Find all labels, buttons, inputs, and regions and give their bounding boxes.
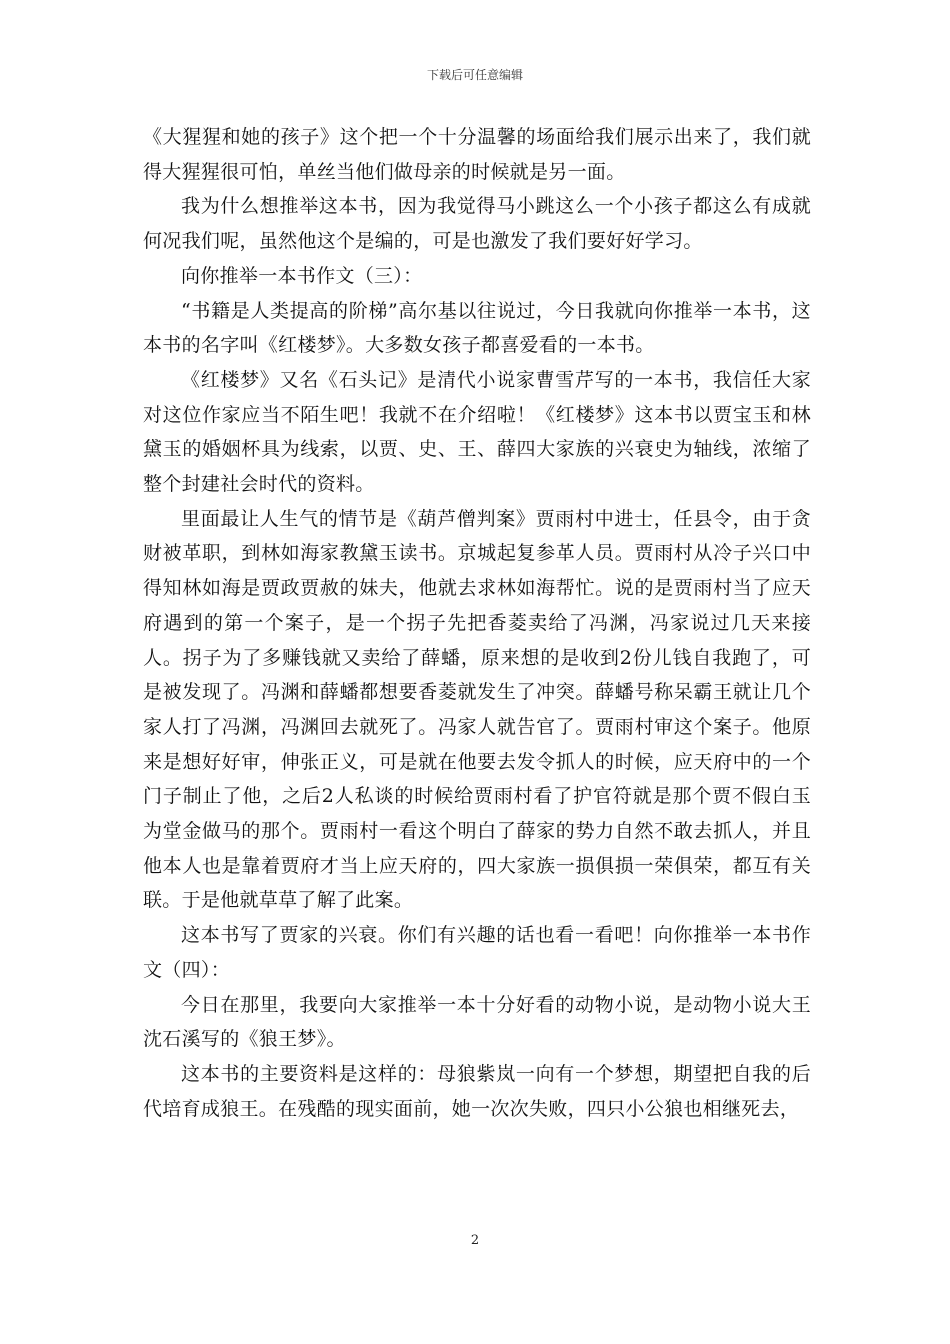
paragraph: 我为什么想推举这本书，因为我觉得马小跳这么一个小孩子都这么有成就何况我们呢，虽然他这个是编的，可是也激发了我们要好好学习。 [143,195,811,253]
paragraph: 《大猩猩和她的孩子》这个把一个十分温馨的场面给我们展示出来了，我们就得大猩猩很可怕，单丝当他们做母亲的时候就是另一面。 [143,126,811,183]
section-heading: 向你推举一本书作文（三）： [181,264,423,287]
paragraph: 这本书的主要资料是这样的：母狼紫岚一向有一个梦想，期望把自我的后代培育成狼王。在残酷的现实面前，她一次次失败，四只小公狼也相继死去， [143,1062,811,1120]
page-header: 下载后可任意编辑 [426,68,523,82]
paragraph: “书籍是人类提高的阶梯”高尔基以往说过，今日我就向你推举一本书，这本书的名字叫《红楼梦》。大多数女孩子都喜爱看的一本书。 [143,299,811,357]
document-body [143,120,811,1126]
page-number: 2 [470,1233,480,1248]
paragraph: 《红楼梦》又名《石头记》是清代小说家曹雪芹写的一本书，我信任大家对这位作家应当不陌生吧！我就不在介绍啦！《红楼梦》这本书以贾宝玉和林黛玉的婚姻杯具为线索，以贾、史、王、薛四大家族的兴衰史为轴线，浓缩了整个封建社会时代的资料。 [143,368,811,496]
paragraph: 里面最让人生气的情节是《葫芦僧判案》贾雨村中进士，任县令，由于贪财被革职，到林如海家教黛玉读书。京城起复参革人员。贾雨村从冷子兴口中得知林如海是贾政贾赦的妹夫，他就去求林如海帮忙。说的是贾雨村当了应天府遇到的第一个案子，是一个拐子先把香菱卖给了冯渊，冯家说过几天来接人。拐子为了多赚钱就又卖给了薛蟠，原来想的是收到2份儿钱自我跑了，可是被发现了。冯渊和薛蟠都想要香菱就发生了冲突。薛蟠号称呆霸王就让几个家人打了冯渊，冯渊回去就死了。冯家人就告官了。贾雨村审这个案子。他原来是想好好审，伸张正义，可是就在他要去发令抓人的时候，应天府中的一个门子制止了他，之后2人私谈的时候给贾雨村看了护官符就是那个贾不假白玉为堂金做马的那个。贾雨村一看这个明白了薛家的势力自然不敢去抓人，并且他本人也是靠着贾府才当上应天府的，四大家族一损俱损一荣俱荣，都互有关联。于是他就草草了解了此案。 [143,507,811,912]
paragraph: 今日在那里，我要向大家推举一本十分好看的动物小说，是动物小说大王沈石溪写的《狼王梦》。 [143,993,811,1051]
paragraph: 这本书写了贾家的兴衰。你们有兴趣的话也看一看吧！向你推举一本书作文（四）： [143,924,811,981]
